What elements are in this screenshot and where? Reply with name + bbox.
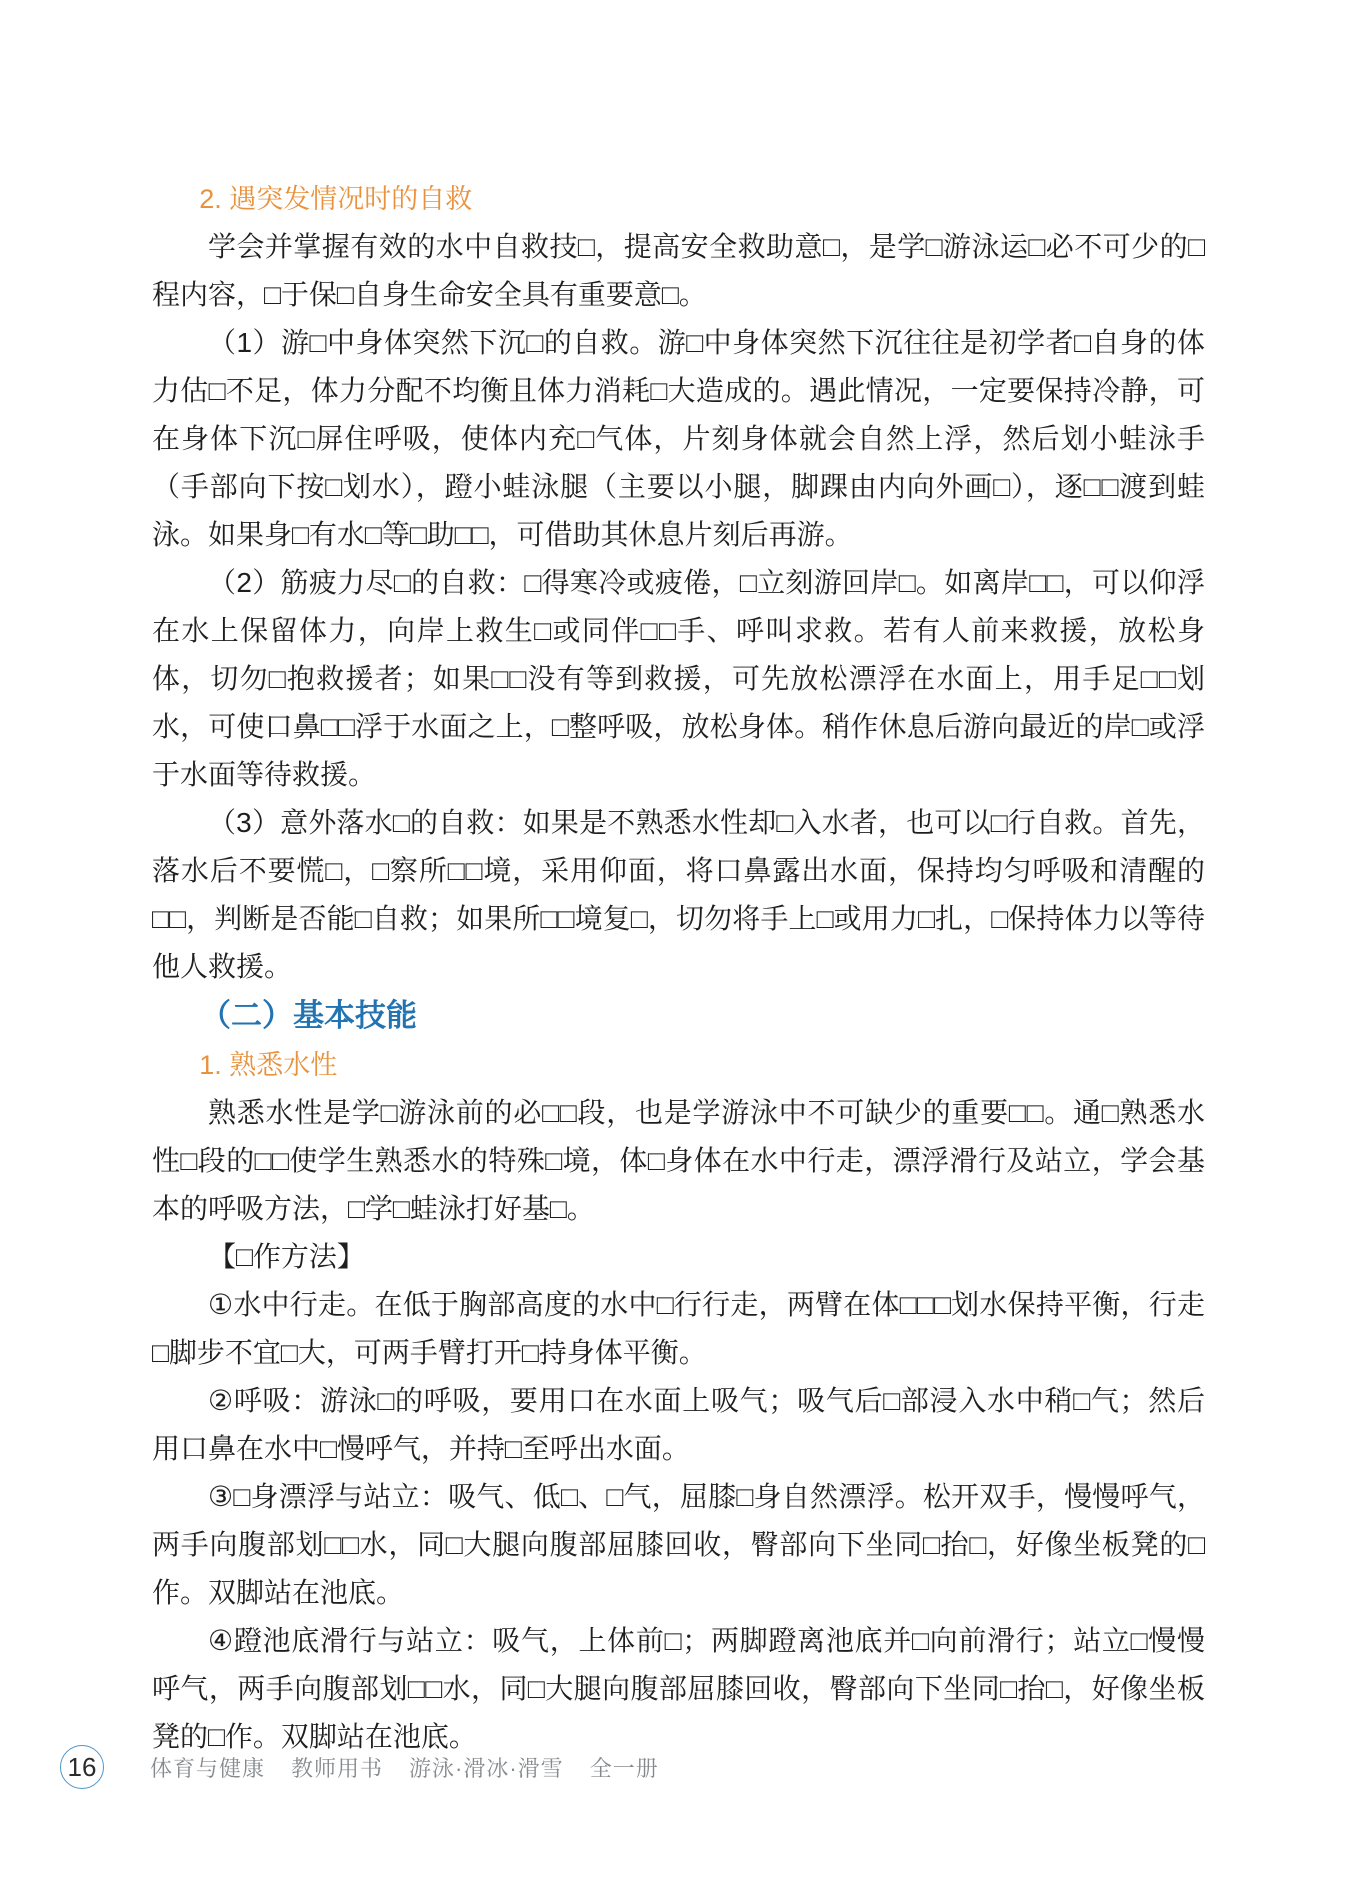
- footer-segment-sports: 游泳·滑冰·滑雪: [409, 1755, 564, 1781]
- para-method-1-walking: ①水中行走。在低于胸部高度的水中□行行走，两臂在体□□□划水保持平衡，行走□脚步不宜□大，可两手臂打开□持身体平衡。: [152, 1289, 1205, 1368]
- footer-book-title-row: [150, 1752, 659, 1783]
- page-number: 16: [67, 1751, 97, 1782]
- para-method-2-breathing: ②呼吸：游泳□的呼吸，要用口在水面上吸气；吸气后□部浸入水中稍□气；然后用口鼻在水中□慢呼气，并持□至呼出水面。: [152, 1385, 1205, 1464]
- para-method-label: 【□作方法】: [208, 1241, 365, 1272]
- page-footer: [0, 1745, 1353, 1789]
- para-accidental-fall-rescue: （3）意外落水□的自救：如果是不熟悉水性却□入水者，也可以□行自救。首先，落水后不要慌□，□察所□□境，采用仰面，将口鼻露出水面，保持均匀呼吸和清醒的□□，判断是否能□自救；如果所□□境复□，切勿将手上□或用力□扎，□保持体力以等待他人救援。: [152, 807, 1205, 982]
- footer-segment-book-type: 教师用书: [291, 1755, 384, 1781]
- footer-segment-subject: 体育与健康: [150, 1755, 266, 1781]
- heading-water-familiarity: 1. 熟悉水性: [199, 1050, 338, 1080]
- para-water-familiarity: 熟悉水性是学□游泳前的必□□段，也是学游泳中不可缺少的重要□□。通□熟悉水性□段的□□使学生熟悉水的特殊□境，体□身体在水中行走，漂浮滑行及站立，学会基本的呼吸方法，□学□蛙泳打好基□。: [152, 1097, 1205, 1224]
- para-self-rescue-intro: 学会并掌握有效的水中自救技□，提高安全救助意□，是学□游泳运□必不可少的□程内容，□于保□自身生命安全具有重要意□。: [152, 231, 1205, 310]
- heading-self-rescue: 2. 遇突发情况时的自救: [199, 184, 473, 214]
- heading-basic-skills: （二）基本技能: [200, 998, 418, 1033]
- page-number-badge: [60, 1745, 104, 1789]
- para-exhaustion-rescue: （2）筋疲力尽□的自救：□得寒冷或疲倦，□立刻游回岸□。如离岸□□，可以仰浮在水上保留体力，向岸上救生□或同伴□□手、呼叫求救。若有人前来救援，放松身体，切勿□抱救援者；如果□□没有等到救援，可先放松漂浮在水面上，用手足□□划水，可使口鼻□□浮于水面之上，□整呼吸，放松身体。稍作休息后游向最近的岸□或浮于水面等待救援。: [152, 567, 1205, 790]
- footer-segment-volume: 全一册: [589, 1755, 659, 1781]
- para-sudden-sinking: （1）游□中身体突然下沉□的自救。游□中身体突然下沉往往是初学者□自身的体力估□不足，体力分配不均衡且体力消耗□大造成的。遇此情况，一定要保持冷静，可在身体下沉□屏住呼吸，使体内充□气体，片刻身体就会自然上浮，然后划小蛙泳手（手部向下按□划水），蹬小蛙泳腿（主要以小腿，脚踝由内向外画□），逐□□渡到蛙泳。如果身□有水□等□助□□，可借助其休息片刻后再游。: [152, 327, 1205, 550]
- para-method-3-floating: ③□身漂浮与站立：吸气、低□、□气，屈膝□身自然漂浮。松开双手，慢慢呼气，两手向腹部划□□水，同□大腿向腹部屈膝回收，臀部向下坐同□抬□，好像坐板凳的□作。双脚站在池底。: [152, 1481, 1205, 1608]
- para-method-4-gliding: ④蹬池底滑行与站立：吸气，上体前□；两脚蹬离池底并□向前滑行；站立□慢慢呼气，两手向腹部划□□水，同□大腿向腹部屈膝回收，臀部向下坐同□抬□，好像坐板凳的□作。双脚站在池底。: [152, 1625, 1205, 1752]
